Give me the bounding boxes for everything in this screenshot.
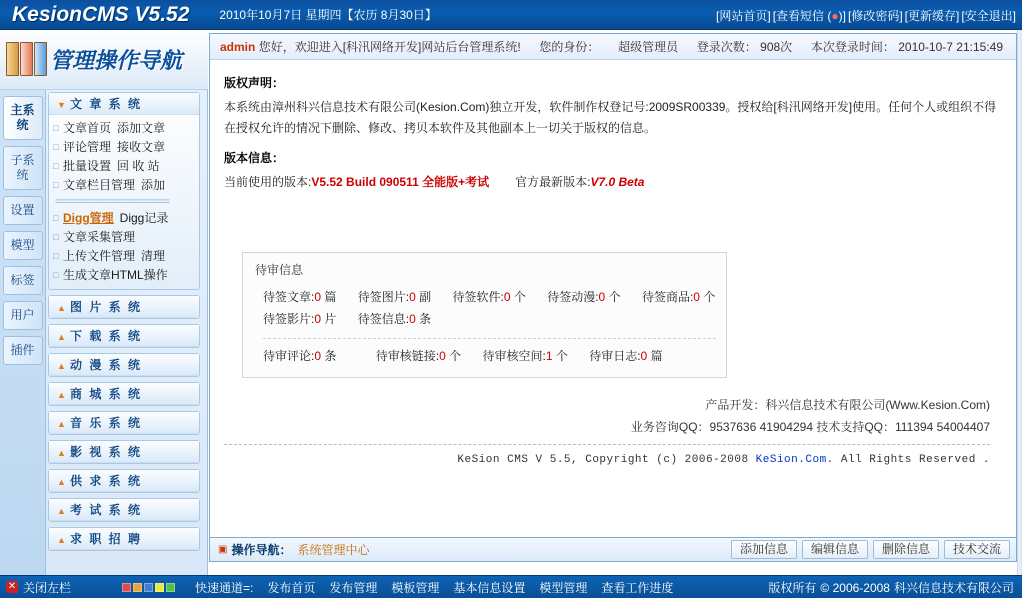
status-copyright xyxy=(768,576,1014,598)
current-user: admin xyxy=(220,40,256,54)
menu-item-recycle-bin[interactable]: 回 收 站 xyxy=(117,159,160,173)
menu-item-batch-settings[interactable]: 批量设置 xyxy=(63,159,112,173)
menu-group-image xyxy=(48,295,200,319)
pending-info-unit: 条 xyxy=(419,312,432,326)
menu-item-generate-html[interactable]: 生成文章HTML操作 xyxy=(63,268,168,282)
menu-group-article xyxy=(48,92,200,290)
menu-group-mall xyxy=(48,382,200,406)
menu-group-anime xyxy=(48,353,200,377)
menu-row xyxy=(53,138,197,157)
delete-info-button[interactable]: 删除信息 xyxy=(873,540,939,559)
menu-row xyxy=(53,176,197,195)
pending-film-unit: 片 xyxy=(324,312,337,326)
bullet-icon: □ xyxy=(53,180,59,190)
menu-group-download xyxy=(48,324,200,348)
chevron-up-icon: ▲ xyxy=(57,448,68,458)
pending-link-label: 待审核链接: xyxy=(375,349,440,363)
pending-software-count: 0 xyxy=(503,290,511,304)
menu-group-image-header[interactable]: ▲ 图 片 系 统 xyxy=(49,296,199,318)
status-copyright-label: 版权所有 xyxy=(768,581,817,595)
nav-bullet-icon: ▣ xyxy=(218,544,228,555)
menu-item-upload-clean[interactable]: 清理 xyxy=(141,249,166,263)
menu-item-column-manage[interactable]: 文章栏目管理 xyxy=(63,178,136,192)
footer-copyright: KeSion CMS V 5.5, Copyright (c) 2006-2008 KeSion.Com. All Rights Reserved . xyxy=(457,454,990,466)
rail-item-plugins[interactable]: 插件 xyxy=(3,336,43,365)
pending-blog-count: 0 xyxy=(640,349,648,363)
pending-comment-count: 0 xyxy=(314,349,322,363)
bullet-icon: □ xyxy=(53,142,59,152)
left-panel xyxy=(0,30,208,575)
bullet-icon: □ xyxy=(53,123,59,133)
chevron-up-icon: ▲ xyxy=(57,361,68,371)
footer-divider xyxy=(224,444,990,445)
logins-label: 登录次数： xyxy=(696,40,757,54)
menu-item-column-add[interactable]: 添加 xyxy=(141,178,166,192)
bullet-icon: □ xyxy=(53,232,59,242)
version-current-label: 当前使用的版本: xyxy=(224,175,312,189)
pending-title: 待审信息 xyxy=(255,263,304,277)
books-icon xyxy=(6,38,48,80)
menu-group-jobs-header[interactable]: ▲ 求 职 招 聘 xyxy=(49,528,199,550)
lastlogin-value: 2010-10-7 21:15:49 xyxy=(898,40,1003,54)
menu-group-music-header[interactable]: ▲ 音 乐 系 统 xyxy=(49,412,199,434)
pending-anime-count: 0 xyxy=(598,290,606,304)
menu-group-article-header[interactable]: ▼ 文 章 系 统 xyxy=(49,93,199,115)
close-icon: ✕ xyxy=(7,581,17,592)
chevron-up-icon: ▲ xyxy=(57,303,68,313)
pending-info-count: 0 xyxy=(409,312,416,326)
menu-group-music xyxy=(48,411,200,435)
pending-divider xyxy=(263,338,716,339)
right-scroll-edge[interactable] xyxy=(1017,30,1022,575)
pending-anime-unit: 个 xyxy=(608,290,621,304)
pending-software-label: 待签软件: xyxy=(452,290,504,304)
pending-image-unit: 副 xyxy=(419,290,432,304)
link-change-password[interactable]: [修改密码] xyxy=(847,8,903,23)
top-bar xyxy=(0,0,1022,30)
copyright-text: 本系统由漳州科兴信息技术有限公司(Kesion.Com)独立开发，软件制作权登记号:2009SR00339。授权给[科汛网络开发]使用。任何个人或组织不得在授权允许的情况下删除、修改、拷贝本软件及其他副本上一切关于版权的信息。 xyxy=(224,100,997,135)
nav-label: 操作导航： xyxy=(231,543,292,557)
tech-exchange-button[interactable]: 技术交流 xyxy=(944,540,1010,559)
chevron-up-icon: ▲ xyxy=(57,419,68,429)
rail-item-model[interactable]: 模型 xyxy=(3,231,43,260)
menu-group-supply-header[interactable]: ▲ 供 求 系 统 xyxy=(49,470,199,492)
pending-article-label: 待签文章: xyxy=(263,290,315,304)
menu-group-mall-header[interactable]: ▲ 商 城 系 统 xyxy=(49,383,199,405)
rail-item-tags[interactable]: 标签 xyxy=(3,266,43,295)
swatch-yellow[interactable] xyxy=(155,583,164,592)
menu-group-supply xyxy=(48,469,200,493)
rail-item-users[interactable]: 用户 xyxy=(3,301,43,330)
status-company: 科兴信息技术有限公司 xyxy=(893,581,1014,595)
menu-row xyxy=(53,228,197,247)
role-label: 您的身份： xyxy=(539,40,600,54)
bullet-icon: □ xyxy=(53,213,59,223)
chevron-down-icon: ▼ xyxy=(57,100,68,110)
operation-nav-bar xyxy=(209,538,1017,562)
app-brand: KesionCMS V5.52 xyxy=(12,2,190,26)
version-latest-label: 官方最新版本: xyxy=(515,175,591,189)
logins-value: 908次 xyxy=(760,40,793,54)
pending-article-unit: 篇 xyxy=(324,290,337,304)
rail-item-sub-system[interactable]: 子系统 xyxy=(3,146,43,190)
close-left-panel-button[interactable] xyxy=(0,579,120,596)
nav-buttons xyxy=(726,540,1010,559)
pending-goods-unit: 个 xyxy=(703,290,716,304)
quick-links xyxy=(195,579,687,596)
user-info-bar xyxy=(210,34,1016,60)
chevron-up-icon: ▲ xyxy=(57,477,68,487)
pending-info-label: 待签信息: xyxy=(357,312,410,326)
version-heading: 版本信息： xyxy=(224,151,285,165)
link-update-cache[interactable]: [更新缓存] xyxy=(904,8,960,23)
main-content xyxy=(210,60,1016,471)
role-value: 超级管理员 xyxy=(618,40,679,54)
pending-info-box xyxy=(242,252,727,378)
top-date: 2010年10月7日 星期四【农历 8月30日】 xyxy=(219,8,437,22)
menu-group-anime-header[interactable]: ▲ 动 漫 系 统 xyxy=(49,354,199,376)
pending-blog-unit: 篇 xyxy=(650,349,663,363)
menu-item-article-home[interactable]: 文章首页 xyxy=(63,121,112,135)
pending-link-count: 0 xyxy=(439,349,446,363)
menu-row xyxy=(53,247,197,266)
theme-swatches xyxy=(122,583,177,592)
footer-copyright-link[interactable]: KeSion.Com xyxy=(755,454,827,466)
menu-row xyxy=(53,119,197,138)
pending-rows xyxy=(253,286,716,367)
chevron-up-icon: ▲ xyxy=(57,390,68,400)
menu-group-article-body xyxy=(49,115,199,289)
rail-item-main-system[interactable]: 主系统 xyxy=(3,96,43,140)
add-info-button[interactable]: 添加信息 xyxy=(731,540,797,559)
quick-model-manage[interactable]: 模型管理 xyxy=(539,580,588,595)
pending-goods-count: 0 xyxy=(693,290,700,304)
pending-image-label: 待签图片: xyxy=(357,290,410,304)
swatch-orange[interactable] xyxy=(133,583,142,592)
chevron-up-icon: ▲ xyxy=(57,332,68,342)
chevron-up-icon: ▲ xyxy=(57,535,68,545)
menu-row xyxy=(53,157,197,176)
pending-space-unit: 个 xyxy=(555,349,568,363)
menu-item-digg-records[interactable]: Digg记录 xyxy=(119,211,169,225)
swatch-green[interactable] xyxy=(166,583,175,592)
unread-dot: ● xyxy=(831,8,839,23)
menu-item-comment-manage[interactable]: 评论管理 xyxy=(63,140,112,154)
system-tab-rail xyxy=(0,90,46,575)
bullet-icon: □ xyxy=(53,251,59,261)
menu-group-video-header[interactable]: ▲ 影 视 系 统 xyxy=(49,441,199,463)
link-site-home[interactable]: [网站首页] xyxy=(716,8,771,23)
pending-row-1 xyxy=(263,286,716,308)
left-banner xyxy=(0,30,208,90)
version-line xyxy=(224,172,1002,192)
pending-image-count: 0 xyxy=(409,290,416,304)
link-view-messages[interactable]: [查看短信 (●)] xyxy=(772,8,846,23)
nav-current: 系统管理中心 xyxy=(297,543,370,557)
footer-contact-qq: 业务咨询QQ：9537636 41904294 技术支持QQ：111394 54004407 xyxy=(630,420,990,434)
pending-space-count: 1 xyxy=(545,349,553,363)
menu-item-add-article[interactable]: 添加文章 xyxy=(117,121,166,135)
top-links xyxy=(714,0,1016,30)
pending-software-unit: 个 xyxy=(513,290,526,304)
menu-row xyxy=(53,209,197,228)
bullet-icon: □ xyxy=(53,161,59,171)
menu-group-exam-header[interactable]: ▲ 考 试 系 统 xyxy=(49,499,199,521)
footer-developer: 产品开发：科兴信息技术有限公司(Www.Kesion.Com) xyxy=(705,398,990,412)
pending-comment-unit: 条 xyxy=(324,349,337,363)
menu-item-upload-manage[interactable]: 上传文件管理 xyxy=(63,249,136,263)
quick-publish-home[interactable]: 发布首页 xyxy=(267,580,316,595)
quick-label: 快速通道=: xyxy=(195,580,254,595)
pending-film-label: 待签影片: xyxy=(263,312,315,326)
rail-item-settings[interactable]: 设置 xyxy=(3,196,43,225)
pending-row-2 xyxy=(263,308,716,330)
greeting-text: 您好，欢迎进入[科汛网络开发]网站后台管理系统! xyxy=(258,40,521,54)
version-current-value: V5.52 Build 090511 全能版+考试 xyxy=(311,175,490,189)
close-left-label: 关闭左栏 xyxy=(23,580,72,595)
bullet-icon: □ xyxy=(53,270,59,280)
pending-link-unit: 个 xyxy=(449,349,462,363)
menu-group-video xyxy=(48,440,200,464)
menu-divider: ===================== xyxy=(55,196,169,208)
lastlogin-label: 本次登录时间： xyxy=(810,40,895,54)
pending-row-3 xyxy=(263,345,716,367)
pending-goods-label: 待签商品: xyxy=(641,290,694,304)
pending-space-label: 待审核空间: xyxy=(482,349,546,363)
menu-item-digg-manage[interactable]: Digg管理 xyxy=(63,211,114,225)
pending-comment-label: 待审评论: xyxy=(263,349,315,363)
main-panel xyxy=(209,33,1017,538)
menu-item-article-collect[interactable]: 文章采集管理 xyxy=(63,230,136,244)
quick-publish-manage[interactable]: 发布管理 xyxy=(329,580,378,595)
edit-info-button[interactable]: 编辑信息 xyxy=(802,540,868,559)
menu-group-download-header[interactable]: ▲ 下 载 系 统 xyxy=(49,325,199,347)
quick-template-manage[interactable]: 模板管理 xyxy=(391,580,440,595)
status-years: © 2006-2008 xyxy=(820,580,890,595)
chevron-up-icon: ▲ xyxy=(57,506,68,516)
banner-title: 管理操作导航 xyxy=(50,48,183,73)
copyright-heading: 版权声明： xyxy=(224,76,285,90)
pending-film-count: 0 xyxy=(314,312,322,326)
pending-article-count: 0 xyxy=(314,290,322,304)
menu-group-exam xyxy=(48,498,200,522)
pending-blog-label: 待审日志: xyxy=(589,349,641,363)
link-logout[interactable]: [安全退出] xyxy=(961,8,1016,23)
quick-work-progress[interactable]: 查看工作进度 xyxy=(601,580,674,595)
swatch-red[interactable] xyxy=(122,583,131,592)
menu-panel xyxy=(48,92,204,556)
quick-basic-settings[interactable]: 基本信息设置 xyxy=(453,580,526,595)
menu-group-jobs xyxy=(48,527,200,551)
version-latest-value: V7.0 Beta xyxy=(590,175,645,189)
status-bar xyxy=(0,575,1022,598)
menu-item-receive-article[interactable]: 接收文章 xyxy=(117,140,166,154)
footer-info xyxy=(224,394,1002,471)
swatch-blue[interactable] xyxy=(144,583,153,592)
menu-row xyxy=(53,266,197,285)
pending-anime-label: 待签动漫: xyxy=(547,290,599,304)
